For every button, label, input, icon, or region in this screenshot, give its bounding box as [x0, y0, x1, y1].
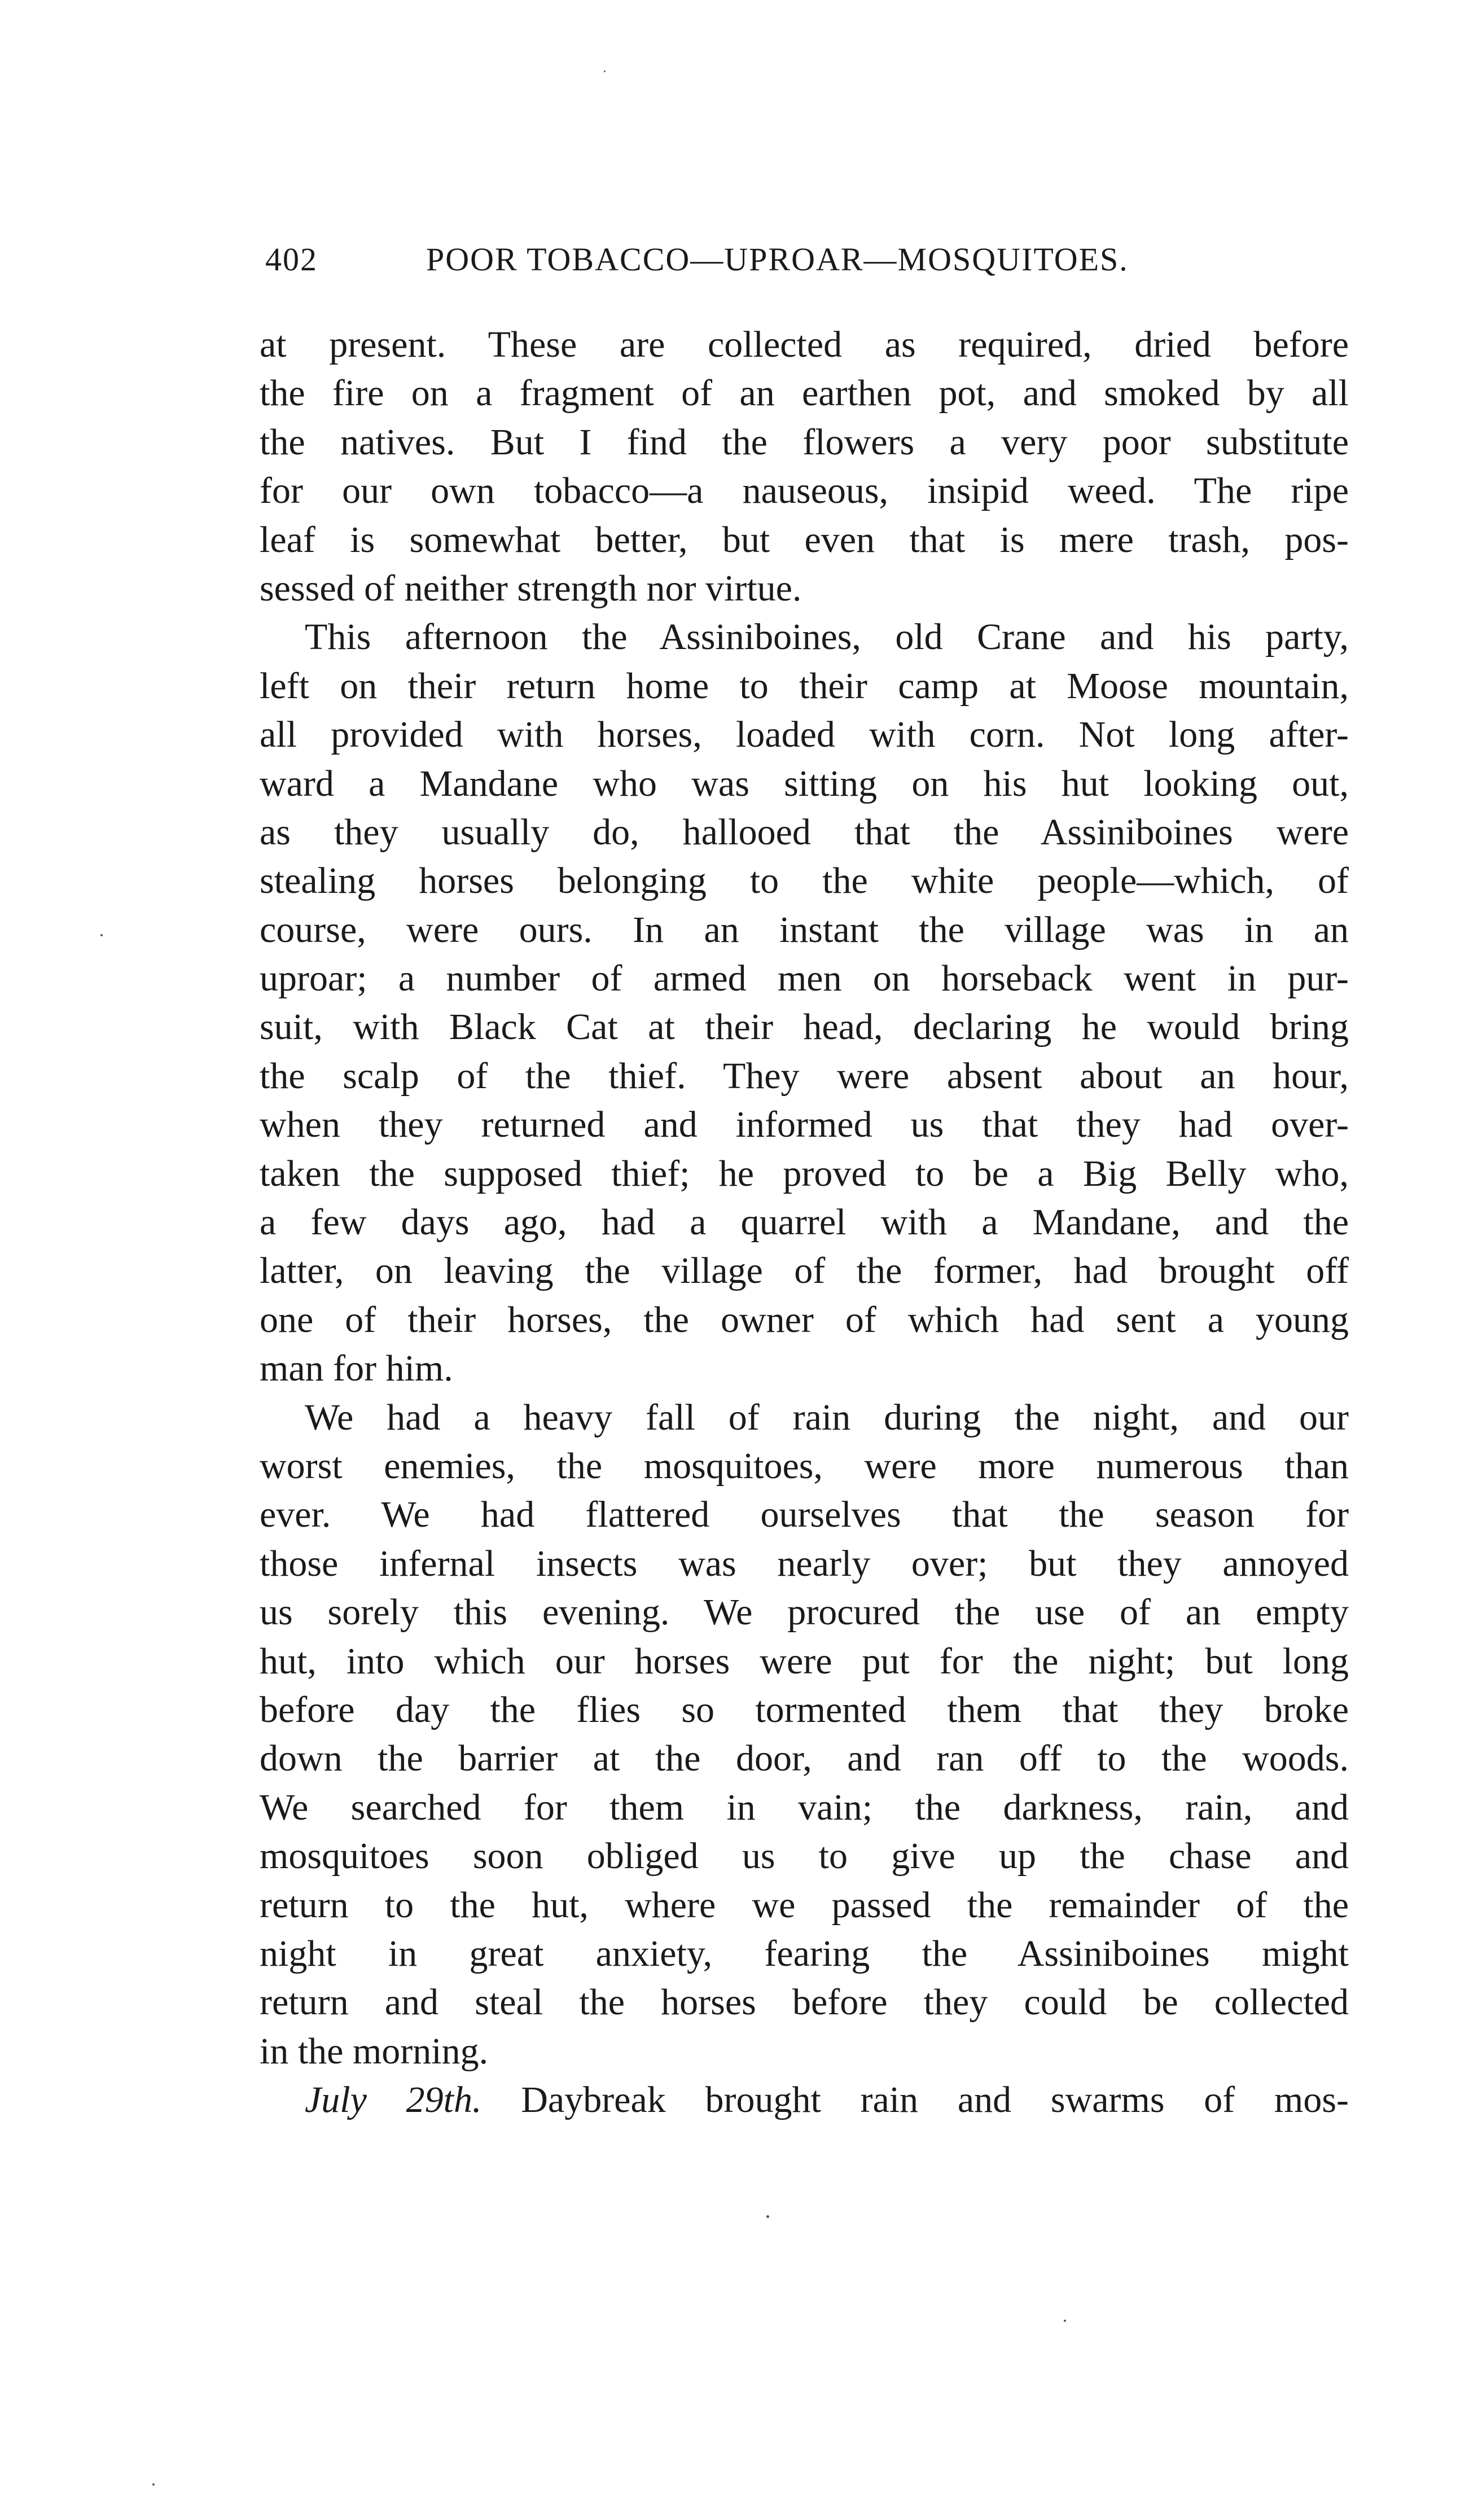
text-line: a few days ago, had a quarrel with a Mandane, and the: [260, 1202, 1349, 1243]
text-line: sessed of neither strength nor virtue.: [260, 567, 802, 609]
date-heading: July 29th.: [305, 2079, 482, 2121]
text-line: all provided with horses, loaded with corn. Not long after-: [260, 714, 1349, 756]
text-line: for our own tobacco—a nauseous, insipid weed. The ripe: [260, 470, 1349, 512]
body-text: [260, 321, 1349, 2124]
page-speck: [1064, 2320, 1066, 2322]
text-line: before day the flies so tormented them that they broke: [260, 1689, 1349, 1730]
text-line-dated: [260, 2076, 1349, 2124]
page-speck: [604, 71, 606, 72]
page-speck: [152, 2483, 155, 2486]
text-line: us sorely this evening. We procured the use of an empty: [260, 1592, 1349, 1633]
text-line: the natives. But I find the flowers a very poor substitute: [260, 421, 1349, 463]
text-line: course, were ours. In an instant the village was in an: [260, 909, 1349, 950]
page-speck: [100, 934, 103, 936]
text-line: latter, on leaving the village of the former, had brought off: [260, 1250, 1349, 1292]
text-line: ever. We had flattered ourselves that the season for: [260, 1494, 1349, 1536]
text-line: in the morning.: [260, 2030, 489, 2072]
page-speck: [766, 2215, 769, 2218]
text-line: We searched for them in vain; the darkness, rain, and: [260, 1786, 1349, 1828]
running-head: [265, 240, 1349, 279]
text-line: suit, with Black Cat at their head, declaring he would bring: [260, 1006, 1349, 1048]
text-line: the scalp of the thief. They were absent about an hour,: [260, 1055, 1349, 1097]
text-line: man for him.: [260, 1348, 453, 1390]
text-line: This afternoon the Assiniboines, old Crane and his party,: [305, 616, 1349, 658]
text-line: return to the hut, where we passed the remainder of the: [260, 1884, 1349, 1926]
running-title: POOR TOBACCO—UPROAR—MOSQUITOES.: [426, 241, 1129, 278]
text-line: one of their horses, the owner of which had sent a young: [260, 1299, 1349, 1340]
text-line: down the barrier at the door, and ran off to the woods.: [260, 1738, 1349, 1780]
text-line: taken the supposed thief; he proved to be a Big Belly who,: [260, 1152, 1349, 1194]
text-line: left on their return home to their camp at Moose mountain,: [260, 665, 1349, 707]
page-number: 402: [265, 241, 318, 278]
text-line: hut, into which our horses were put for the night; but long: [260, 1640, 1349, 1682]
text-line: those infernal insects was nearly over; but they annoyed: [260, 1542, 1349, 1584]
text-line: ward a Mandane who was sitting on his hut looking out,: [260, 762, 1349, 804]
text-line: mosquitoes soon obliged us to give up the chase and: [260, 1835, 1349, 1877]
text-line: uproar; a number of armed men on horseback went in pur-: [260, 958, 1349, 1000]
text-line: worst enemies, the mosquitoes, were more numerous than: [260, 1445, 1349, 1487]
date-text: Daybreak brought rain and swarms of mos-: [481, 2079, 1349, 2121]
text-line: the fire on a fragment of an earthen pot, and smoked by all: [260, 372, 1349, 414]
text-line: as they usually do, hallooed that the Assiniboines were: [260, 811, 1349, 853]
text-line: return and steal the horses before they could be collected: [260, 1982, 1349, 2023]
text-line: at present. These are collected as required, dried before: [260, 324, 1349, 365]
text-line: night in great anxiety, fearing the Assiniboines might: [260, 1932, 1349, 1974]
text-line: when they returned and informed us that they had over-: [260, 1104, 1349, 1146]
text-line: leaf is somewhat better, but even that is mere trash, pos-: [260, 519, 1349, 560]
text-line: stealing horses belonging to the white people—which, of: [260, 860, 1349, 902]
text-line: We had a heavy fall of rain during the night, and our: [305, 1396, 1349, 1438]
